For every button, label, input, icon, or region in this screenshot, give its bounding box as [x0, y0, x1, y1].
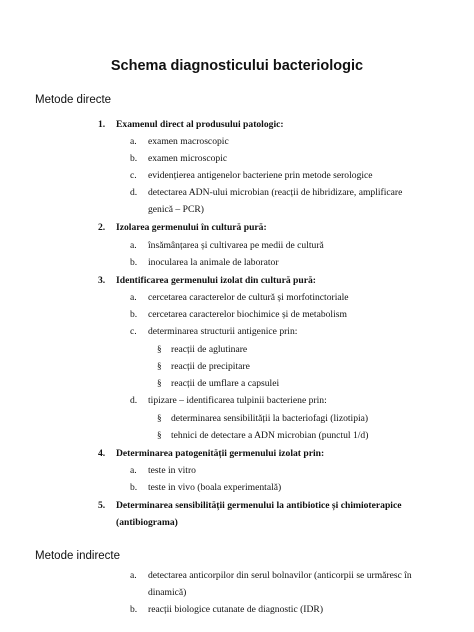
item-number: 5. [98, 500, 106, 511]
sub-letter: d. [130, 187, 138, 198]
sub-letter: a. [130, 570, 137, 581]
sub-item-text: cercetarea caracterelor biochimice și de metabolism [148, 309, 347, 320]
sub-letter: b. [130, 153, 138, 164]
sub-item-text: teste in vitro [148, 465, 196, 476]
sub-item-text: tipizare – identificarea tulpinii bacteriene prin: [148, 395, 327, 406]
item-title: Identificarea germenului izolat din cultură pură: [116, 275, 316, 286]
sub-item-text: examen macroscopic [148, 136, 229, 147]
item-title: Izolarea germenului în cultură pură: [116, 222, 267, 233]
sub-item-text: determinarea structurii antigenice prin: [148, 326, 298, 337]
bullet-text: determinarea sensibilității la bacteriofagi (lizotipia) [171, 413, 369, 424]
item-title: Determinarea sensibilității germenului la antibiotice și chimioterapice [116, 500, 402, 511]
item-number: 1. [98, 119, 106, 130]
sub-letter: d. [130, 395, 138, 406]
sub-letter: b. [130, 482, 138, 493]
sub-item-text: însămânțarea și cultivarea pe medii de cultură [148, 240, 324, 251]
sub-letter: b. [130, 257, 138, 268]
sub-letter: b. [130, 309, 138, 320]
sub-item-text: inocularea la animale de laborator [148, 257, 279, 268]
bullet-text: reacții de umflare a capsulei [171, 378, 280, 389]
page-title: Schema diagnosticului bacteriologic [110, 58, 364, 74]
sub-letter: a. [130, 136, 137, 147]
item-title: Determinarea patogenității germenului izolat prin: [116, 448, 325, 459]
item-title: Examenul direct al produsului patologic: [116, 119, 284, 130]
item-number: 3. [98, 275, 106, 286]
item-number: 2. [98, 222, 106, 233]
sub-item-text: detectarea ADN-ului microbian (reacții de hibridizare, amplificare [148, 187, 403, 198]
sub-letter: a. [130, 292, 137, 303]
sub-letter: a. [130, 465, 137, 476]
sub-letter: c. [130, 326, 137, 337]
sub-letter: b. [130, 604, 138, 615]
sub-item-text: detectarea anticorpilor din serul bolnavilor (anticorpii se urmăresc în [148, 570, 412, 581]
bullet-icon: § [157, 430, 162, 440]
sub-item-text: examen microscopic [148, 153, 228, 164]
sub-item-text: evidențierea antigenelor bacteriene prin metode serologice [148, 170, 373, 181]
bullet-text: reacții de precipitare [171, 361, 250, 372]
bullet-icon: § [157, 413, 162, 423]
section-heading-direct: Metode directe [35, 94, 112, 106]
sub-item-text-continued: genică – PCR) [148, 204, 204, 215]
item-title-continued: (antibiograma) [116, 517, 178, 528]
bullet-icon: § [157, 361, 162, 371]
section-heading-indirect: Metode indirecte [35, 550, 121, 562]
sub-letter: a. [130, 240, 137, 251]
bullet-text: tehnici de detectare a ADN microbian (punctul 1/d) [171, 430, 369, 441]
bullet-text: reacții de aglutinare [171, 344, 248, 355]
sub-item-text-continued: dinamică) [148, 587, 187, 598]
sub-letter: c. [130, 170, 137, 181]
item-number: 4. [98, 448, 106, 459]
bullet-icon: § [157, 344, 162, 354]
sub-item-text: reacții biologice cutanate de diagnostic (IDR) [148, 604, 324, 615]
bullet-icon: § [157, 378, 162, 388]
sub-item-text: cercetarea caracterelor de cultură și morfotinctoriale [148, 292, 349, 303]
sub-item-text: teste in vivo (boala experimentală) [148, 482, 282, 493]
